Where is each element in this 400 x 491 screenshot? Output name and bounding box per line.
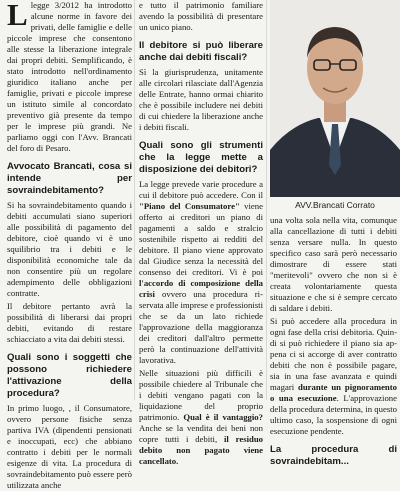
question-heading: La procedura di sovraindebitam... [270, 444, 397, 467]
answer-paragraph: Si può accedere alla procedura in ogni fase della crisi debitoria. Quindi si può richiedere il piano sia appena ci si accorge di aver contratto debiti che non è possibile pagare, sia in una fase avanzata e quindi magari durante un pignoramento o una esecuzione. L'approvazione della procedura determina, in questo ultimo caso, la sospensione di ogni esecuzione pendente. [270, 316, 397, 436]
article-column-1 [7, 0, 133, 490]
question-heading: Quali sono i soggetti che possono richiedere l'attivazione della procedura? [7, 352, 132, 399]
column-divider [134, 0, 135, 400]
article-column-3 [270, 215, 397, 467]
question-heading: Quali sono gli strumenti che la legge mette a disposizione dei debitori? [139, 140, 263, 175]
question-heading: Avvocato Brancati, cosa si intende per sovraindebitamento? [7, 161, 132, 196]
article-column-2 [139, 0, 263, 466]
answer-paragraph: La legge prevede varie procedure a cui il debitore può accedere. Con il "Piano del Consumatore" viene offerto ai creditori un piano di pagamenti a saldo e stralcio sostenibile rispetto ai redditi del debitore. Il piano viene approvato dal Giudice senza la necessità del consenso dei creditori. Vi è poi l'accordo di composizione della crisi ovvero una procedura riservata alle imprese e professionisti che se da un lato richiede l'approvazione della maggioranza dei creditori dall'altro permette però la continuazione dell'attività lavorativa. [139, 179, 263, 365]
answer-paragraph: Nelle situazioni più difficili è possibile chiedere al Tribunale che i debiti vengano pagati con la liquidazione del proprio patrimonio. Qual è il vantaggio? Anche se la vendita dei beni non copre tutti i debiti, il residuo debito non pagato viene cancellato. [139, 368, 263, 466]
column-divider [266, 0, 267, 400]
answer-paragraph: e tutto il patrimonio familiare avendo la possibilità di presentare un unico piano. [139, 0, 263, 32]
question-heading: Il debitore si può liberare anche dai debiti fiscali? [139, 40, 263, 63]
answer-paragraph: Sì la giurisprudenza, unitamente alle circolari rilasciate dall'Agenzia delle Entrate, hanno ormai chiarito che è possibile includere nei debiti di cui chiedere la liberazione anche i debiti fiscali. [139, 67, 263, 132]
answer-paragraph: In primo luogo, , il Consumatore, ovvero persone fisiche senza partiva IVA (dipendenti pensionati e inoccupati, ecc) che abbiano contratto i debiti per le normali esigenze di vita. La procedura di sovraindebitamento può essere però utilizzata anche [7, 403, 133, 490]
portrait-illustration [270, 0, 400, 197]
answer-paragraph: Si ha sovraindebitamento quando i debiti accumulati siano superiori alle possibilità di pagamento del debitore, cioè quando vi è uno squilibrio tra i debiti e le disponibilità economiche tale da non consentire più un regolare adempimento delle obbligazioni contratte. [7, 200, 132, 298]
drop-cap: L [7, 0, 28, 32]
answer-paragraph: Il debitore pertanto avrà la possibilità di liberarsi dai propri debiti, evitando di restare schiacciato a vita dai debiti stessi. [7, 301, 132, 344]
answer-paragraph: una volta sola nella vita, comunque alla cancellazione di tutti i debiti senza versare nulla. In questo specifico caso sarà però necessario dimostrare di essere stati "meritevoli" ovvero che non si è creata volontariamente questa situazione e che si è sempre cercato di saldare i debiti. [270, 215, 397, 313]
photo-caption: AVV.Brancati Corrato [295, 200, 375, 210]
intro-paragraph: Llegge 3/2012 ha introdotto alcune norme in favore dei privati, delle famiglie e delle piccole imprese che consentono alle stesse la liberazione integrale dai propri debiti. Semplificando, è stato introdotto nell'ordinamento giuridico italiano anche per famiglie, privati e piccole imprese un istituto simile al concordato preventivo già presente da tempo per le imprese più grandi. Ne parliamo oggi con l'Avv. Brancati del foro di Pesaro. [7, 0, 132, 153]
portrait-photo [270, 0, 400, 197]
